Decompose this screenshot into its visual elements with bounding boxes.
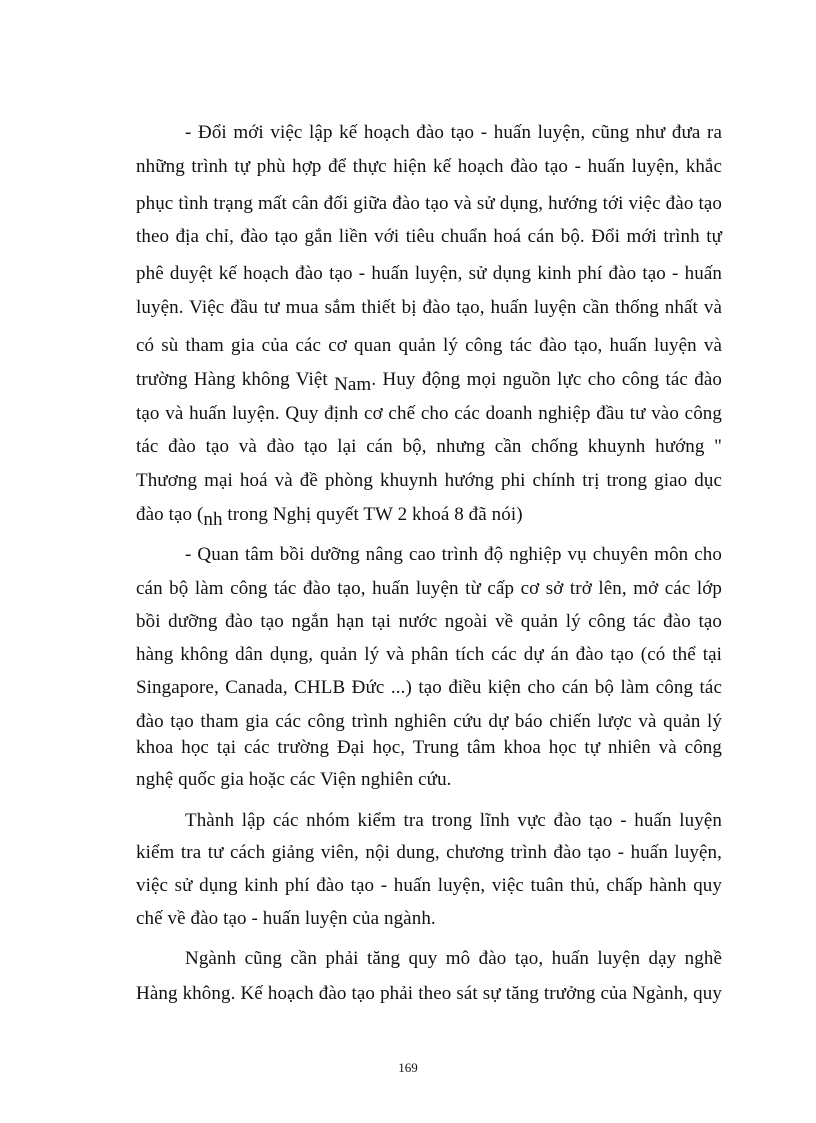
line-8-subscript: Nam [334,374,372,395]
paragraph-2-line-7: khoa học tại các trường Đại học, Trung tâm khoa học tự nhiên và công [136,737,722,758]
paragraph-4-line-1: Ngành cũng cần phải tăng quy mô đào tạo, huấn luyện dạy nghề [185,948,722,969]
paragraph-1-line-4: theo địa chỉ, đào tạo gắn liền với tiêu chuẩn hoá cán bộ. Đổi mới trình tự [136,226,722,247]
paragraph-1-line-7: có sù tham gia của các cơ quan quản lý công tác đào tạo, huấn luyện và [136,335,722,356]
paragraph-1-line-2: những trình tự phù hợp để thực hiện kế hoạch đào tạo - huấn luyện, khắc [136,156,722,177]
paragraph-1-line-5: phê duyệt kế hoạch đào tạo - huấn luyện, sử dụng kinh phí đào tạo - huấn [136,263,722,284]
line-12-subscript: nh [203,509,223,530]
paragraph-1-line-6: luyện. Việc đầu tư mua sắm thiết bị đào tạo, huấn luyện cần thống nhất và [136,297,722,318]
paragraph-1-line-1: - Đổi mới việc lập kế hoạch đào tạo - huấn luyện, cũng như đưa ra [185,122,722,143]
paragraph-1-line-12 [136,503,722,530]
paragraph-1-line-10: tác đào tạo và đào tạo lại cán bộ, nhưng cần chống khuynh hướng " [136,436,722,457]
paragraph-3-line-1: Thành lập các nhóm kiểm tra trong lĩnh vực đào tạo - huấn luyện [185,810,722,831]
page-number: 169 [398,1060,418,1075]
paragraph-2-line-2: cán bộ làm công tác đào tạo, huấn luyện từ cấp cơ sở trở lên, mở các lớp [136,578,722,599]
paragraph-1-line-9: tạo và huấn luyện. Quy định cơ chế cho các doanh nghiệp đầu tư vào công [136,403,722,424]
paragraph-1-line-8 [136,368,722,395]
paragraph-2-line-1: - Quan tâm bồi dưỡng nâng cao trình độ nghiệp vụ chuyên môn cho [185,544,722,565]
paragraph-3-line-2: kiểm tra tư cách giảng viên, nội dung, chương trình đào tạo - huấn luyện, [136,842,722,863]
paragraph-1-line-11: Thương mại hoá và đề phòng khuynh hướng phi chính trị trong giao dục [136,470,722,491]
paragraph-1-line-3: phục tình trạng mất cân đối giữa đào tạo và sử dụng, hướng tới việc đào tạo [136,193,722,214]
paragraph-2-line-6: đào tạo tham gia các công trình nghiên cứu dự báo chiến lược và quản lý [136,711,722,732]
line-8-end: . Huy động mọi nguồn lực cho công tác đào [371,369,722,390]
paragraph-2-line-8: nghệ quốc gia hoặc các Viện nghiên cứu. [136,769,452,790]
line-8-start: trường Hàng không Việt [136,369,335,390]
paragraph-2-line-5: Singapore, Canada, CHLB Đức ...) tạo điều kiện cho cán bộ làm công tác [136,677,722,698]
paragraph-3-line-3: việc sử dụng kinh phí đào tạo - huấn luyện, việc tuân thủ, chấp hành quy [136,875,722,896]
line-12-start: đào tạo ( [136,504,204,525]
paragraph-4-line-2: Hàng không. Kế hoạch đào tạo phải theo sát sự tăng trưởng của Ngành, quy [136,983,722,1004]
line-12-end: trong Nghị quyết TW 2 khoá 8 đã nói) [222,504,523,525]
paragraph-2-line-4: hàng không dân dụng, quản lý và phân tích các dự án đào tạo (có thể tại [136,644,722,665]
paragraph-3-line-4: chế về đào tạo - huấn luyện của ngành. [136,908,436,929]
paragraph-2-line-3: bồi dưỡng đào tạo ngắn hạn tại nước ngoài về quản lý công tác đào tạo [136,611,722,632]
